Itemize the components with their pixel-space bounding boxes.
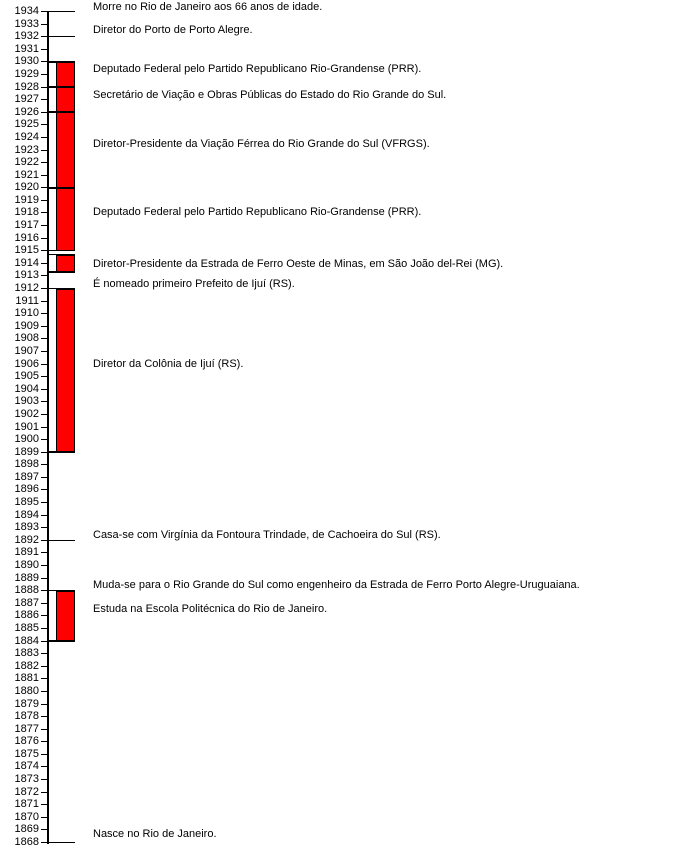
- year-tick: [41, 275, 47, 276]
- year-tick: [41, 817, 47, 818]
- year-tick: [41, 578, 47, 579]
- year-tick: [41, 175, 47, 176]
- year-tick-label: 1920: [14, 181, 39, 194]
- year-tick-label: 1901: [14, 420, 39, 433]
- event-label: Muda-se para o Rio Grande do Sul como engenheiro da Estrada de Ferro Porto Alegre-Uruguaiana.: [93, 579, 580, 592]
- year-tick-label: 1883: [14, 647, 39, 660]
- event-line: [47, 11, 75, 13]
- year-tick: [41, 766, 47, 767]
- year-tick-label: 1872: [14, 785, 39, 798]
- year-tick: [41, 704, 47, 705]
- period-bar: [56, 255, 75, 273]
- year-tick-label: 1894: [14, 508, 39, 521]
- year-tick-label: 1930: [14, 55, 39, 68]
- period-label: Deputado Federal pelo Partido Republicano Rio-Grandense (PRR).: [93, 62, 422, 75]
- period-label: Diretor da Colônia de Ijuí (RS).: [93, 357, 244, 370]
- year-tick: [41, 351, 47, 352]
- year-tick: [41, 741, 47, 742]
- year-tick: [41, 804, 47, 805]
- year-tick-label: 1902: [14, 407, 39, 420]
- year-tick: [41, 552, 47, 553]
- year-tick: [41, 263, 47, 264]
- event-label: Nasce no Rio de Janeiro.: [93, 828, 217, 841]
- year-tick-label: 1871: [14, 798, 39, 811]
- period-bar: [56, 591, 75, 641]
- year-tick-label: 1927: [14, 93, 39, 106]
- year-tick-label: 1897: [14, 470, 39, 483]
- year-tick: [41, 427, 47, 428]
- year-tick: [41, 150, 47, 151]
- year-tick: [41, 326, 47, 327]
- year-tick-label: 1890: [14, 559, 39, 571]
- year-tick-label: 1887: [14, 596, 39, 609]
- year-tick: [41, 313, 47, 314]
- year-tick: [41, 779, 47, 780]
- year-tick: [41, 792, 47, 793]
- year-tick-label: 1876: [14, 735, 39, 748]
- year-tick-label: 1917: [14, 219, 39, 232]
- year-tick-label: 1879: [14, 697, 39, 710]
- year-tick-label: 1914: [14, 256, 39, 269]
- year-tick: [41, 829, 47, 830]
- year-tick: [41, 364, 47, 365]
- year-tick-label: 1893: [14, 521, 39, 534]
- year-tick: [41, 162, 47, 163]
- year-tick: [41, 376, 47, 377]
- year-tick-label: 1880: [14, 684, 39, 697]
- year-tick-label: 1874: [14, 760, 39, 773]
- year-tick-label: 1934: [14, 5, 39, 17]
- year-tick-label: 1869: [14, 823, 39, 836]
- year-tick-label: 1870: [14, 810, 39, 823]
- year-tick: [41, 678, 47, 679]
- year-tick-label: 1926: [14, 105, 39, 118]
- year-tick-label: 1916: [14, 231, 39, 244]
- year-tick-label: 1933: [14, 17, 39, 30]
- period-bar: [56, 87, 75, 112]
- year-tick-label: 1892: [14, 533, 39, 546]
- event-line: [47, 540, 75, 542]
- year-tick-label: 1922: [14, 156, 39, 169]
- year-tick-label: 1929: [14, 67, 39, 80]
- year-tick-label: 1877: [14, 722, 39, 735]
- period-label: Deputado Federal pelo Partido Republicano Rio-Grandense (PRR).: [93, 206, 422, 219]
- year-tick-label: 1896: [14, 483, 39, 496]
- year-tick-label: 1900: [14, 433, 39, 446]
- year-tick: [41, 238, 47, 239]
- year-tick-label: 1881: [14, 672, 39, 685]
- year-tick: [41, 99, 47, 100]
- year-tick: [41, 666, 47, 667]
- year-tick-label: 1923: [14, 143, 39, 156]
- event-line: [47, 842, 75, 844]
- year-tick-label: 1924: [14, 130, 39, 143]
- year-tick-label: 1882: [14, 659, 39, 672]
- year-tick: [41, 754, 47, 755]
- year-tick-label: 1921: [14, 168, 39, 181]
- year-tick: [41, 477, 47, 478]
- period-bar: [56, 289, 75, 453]
- year-tick-label: 1895: [14, 496, 39, 509]
- year-tick-label: 1932: [14, 30, 39, 43]
- year-tick-label: 1913: [14, 269, 39, 282]
- year-tick: [41, 389, 47, 390]
- year-tick: [41, 691, 47, 692]
- year-tick-label: 1878: [14, 710, 39, 723]
- year-tick: [41, 653, 47, 654]
- year-tick: [41, 49, 47, 50]
- period-bar: [56, 62, 75, 87]
- year-tick: [41, 565, 47, 566]
- year-tick: [41, 464, 47, 465]
- year-tick: [41, 24, 47, 25]
- period-bar: [56, 188, 75, 251]
- year-tick-label: 1910: [14, 307, 39, 320]
- year-tick-label: 1875: [14, 747, 39, 760]
- year-tick: [41, 401, 47, 402]
- event-label: Casa-se com Virgínia da Fontoura Trindade, de Cachoeira do Sul (RS).: [93, 528, 441, 541]
- year-tick-label: 1899: [14, 445, 39, 458]
- year-tick-label: 1903: [14, 395, 39, 408]
- year-tick: [41, 439, 47, 440]
- year-tick: [41, 414, 47, 415]
- year-tick-label: 1909: [14, 319, 39, 332]
- year-tick-label: 1885: [14, 621, 39, 634]
- year-tick: [41, 489, 47, 490]
- year-tick-label: 1918: [14, 206, 39, 219]
- year-tick-label: 1915: [14, 244, 39, 257]
- year-tick: [41, 137, 47, 138]
- event-line: [47, 36, 75, 38]
- year-tick-label: 1905: [14, 370, 39, 383]
- year-tick: [41, 527, 47, 528]
- event-label: Diretor do Porto de Porto Alegre.: [93, 23, 253, 36]
- period-label: Diretor-Presidente da Estrada de Ferro Oeste de Minas, em São João del-Rei (MG).: [93, 258, 504, 271]
- period-label: Secretário de Viação e Obras Públicas do Estado do Rio Grande do Sul.: [93, 89, 447, 102]
- year-tick-label: 1919: [14, 193, 39, 206]
- year-tick-label: 1911: [15, 294, 39, 307]
- year-tick-label: 1873: [14, 773, 39, 786]
- year-tick-label: 1907: [14, 344, 39, 357]
- year-tick: [41, 603, 47, 604]
- year-tick: [41, 124, 47, 125]
- year-tick: [41, 615, 47, 616]
- event-label: Morre no Rio de Janeiro aos 66 anos de idade.: [93, 1, 323, 14]
- year-tick-label: 1891: [14, 546, 39, 559]
- year-tick: [41, 225, 47, 226]
- event-label: É nomeado primeiro Prefeito de Ijuí (RS).: [93, 278, 295, 291]
- year-tick-label: 1889: [14, 571, 39, 584]
- year-tick-label: 1906: [14, 357, 39, 370]
- year-tick: [41, 338, 47, 339]
- year-tick: [41, 301, 47, 302]
- year-tick: [41, 628, 47, 629]
- year-tick-label: 1886: [14, 609, 39, 622]
- period-bar: [56, 112, 75, 188]
- y-axis-line: [47, 12, 49, 844]
- period-label: Diretor-Presidente da Viação Férrea do Rio Grande do Sul (VFRGS).: [93, 138, 430, 151]
- year-tick-label: 1898: [14, 458, 39, 471]
- year-tick: [41, 200, 47, 201]
- year-tick-label: 1925: [14, 118, 39, 131]
- year-tick-label: 1931: [14, 42, 39, 55]
- year-tick: [41, 716, 47, 717]
- year-tick-label: 1868: [14, 836, 39, 848]
- year-tick: [41, 729, 47, 730]
- year-tick: [41, 74, 47, 75]
- year-tick-label: 1904: [14, 382, 39, 395]
- year-tick-label: 1884: [14, 634, 39, 647]
- year-tick-label: 1908: [14, 332, 39, 345]
- period-label: Estuda na Escola Politécnica do Rio de Janeiro.: [93, 603, 328, 616]
- year-tick: [41, 502, 47, 503]
- year-tick-label: 1928: [14, 80, 39, 93]
- year-tick: [41, 515, 47, 516]
- year-tick-label: 1888: [14, 584, 39, 597]
- year-tick-label: 1912: [14, 282, 39, 294]
- year-tick: [41, 212, 47, 213]
